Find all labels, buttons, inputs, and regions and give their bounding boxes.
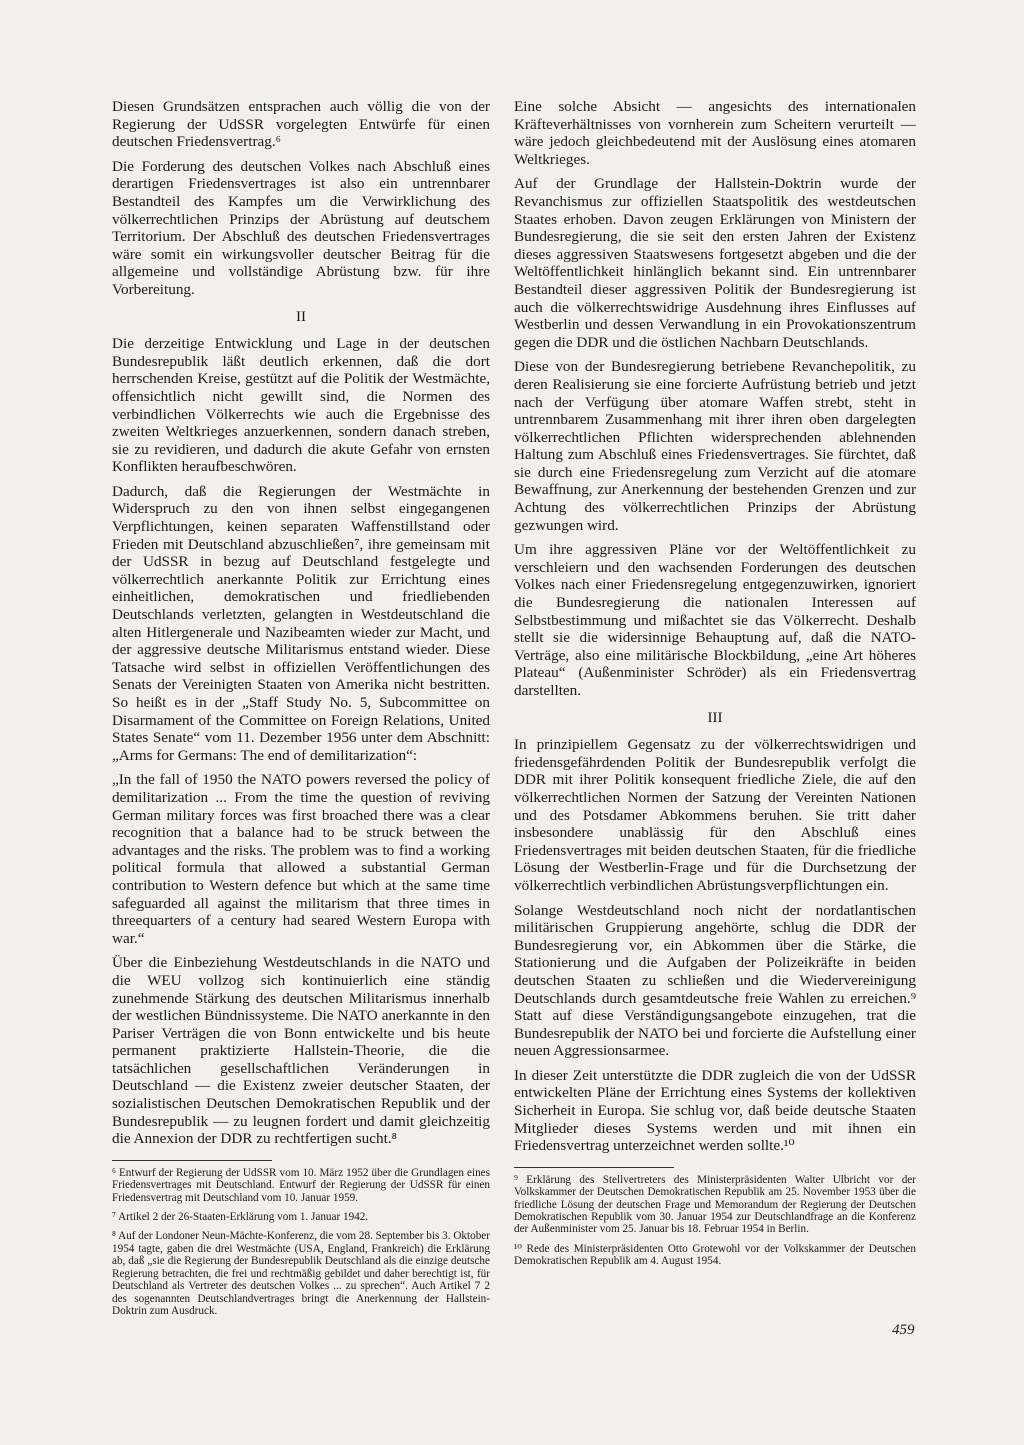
paragraph: Dadurch, daß die Regierungen der Westmächte in Widerspruch zu den von ihnen selbst eingegangenen Verpflichtungen, keinen separaten Waffenstillstand oder Frieden mit Deutschland abzuschließen⁷, ihre gemeinsam mit der UdSSR in bezug auf Deutschland festgelegte und völkerrechtlich anerkannte Politik zur Errichtung eines einheitlichen, demokratischen und friedliebenden Deutschlands verletzten, gelangten in Westdeutschland die alten Hitlergenerale und Nazibeamten wieder zur Macht, und der aggressive deutsche Militarismus entstand wieder. Diese Tatsache wird selbst in offiziellen Veröffentlichungen des Senats der Vereinigten Staaten von Amerika nicht bestritten. So heißt es in der „Staff Study No. 5, Subcommittee on Disarmament of the Committee on Foreign Relations, United States Senate“ vom 11. Dezember 1956 unter dem Abschnitt: „Arms for Germans: The end of demilitarization“: [112, 482, 490, 764]
paragraph: In dieser Zeit unterstützte die DDR zugleich die von der UdSSR entwickelten Pläne der Errichtung eines Systems der kollektiven Sicherheit in Europa. Sie schlug vor, daß beide deutsche Staaten Mitglieder dieses Systems werden und mit ihnen ein Friedensvertrag unterzeichnet werden sollte.¹⁰ [514, 1066, 916, 1155]
footnote-divider [112, 1160, 272, 1161]
footnote: ⁹ Erklärung des Stellvertreters des Ministerpräsidenten Walter Ulbricht vor der Volkskammer der Deutschen Demokratischen Republik am 25. November 1953 über die friedliche Lösung der deutschen Frage und Memorandum der Regierung der Deutschen Demokratischen Republik vom 30. Januar 1954 zur Deutschlandfrage an die Konferenz der Außenminister vom 25. Januar bis 18. Februar 1954 in Berlin. [514, 1173, 916, 1236]
section-heading: II [296, 308, 306, 325]
left-column [112, 98, 490, 1324]
paragraph: Diesen Grundsätzen entsprachen auch völlig die von der Regierung der UdSSR vorgelegten Entwürfe für einen deutschen Friedensvertrag.⁶ [112, 98, 490, 151]
footnote: ¹⁰ Rede des Ministerpräsidenten Otto Grotewohl vor der Volkskammer der Deutschen Demokratischen Republik am 4. August 1954. [514, 1242, 916, 1268]
footnote-divider [514, 1167, 674, 1168]
paragraph: Die derzeitige Entwicklung und Lage in der deutschen Bundesrepublik läßt deutlich erkennen, daß die dort herrschenden Kreise, gestützt auf die Politik der Westmächte, offensichtlich nicht gewillt sind, die Normen des verbindlichen Völkerrechts wie auch die Ergebnisse des zweiten Weltkrieges anzuerkennen, sondern danach streben, sie zu revidieren, und dadurch die akute Gefahr von ernsten Konflikten heraufbeschwören. [112, 335, 490, 476]
paragraph: Über die Einbeziehung Westdeutschlands in die NATO und die WEU vollzog sich kontinuierlich eine ständig zunehmende Stärkung des deutschen Militarismus innerhalb der westlichen Bündnissysteme. Die NATO anerkannte in den Pariser Verträgen die von Bonn entwickelte und bis heute permanent praktizierte Hallstein-Theorie, die die tatsächlichen gesellschaftlichen Veränderungen in Deutschland — die Existenz zweier deutscher Staaten, der sozialistischen Deutschen Demokratischen Republik und der Bundesrepublik — zu leugnen fordert und damit gleichzeitig die Annexion der DDR zu rechtfertigen sucht.⁸ [112, 954, 490, 1148]
paragraph: In prinzipiellem Gegensatz zu der völkerrechtswidrigen und friedensgefährdenden Politik der Bundesrepublik verfolgt die DDR mit ihrer Politik konsequent friedliche Ziele, die auf den völkerrechtlichen Normen der Satzung der Vereinten Nationen und des Potsdamer Abkommens beruhen. Sie tritt daher insbesondere unablässig für den Abschluß eines Friedensvertrages mit beiden deutschen Staaten, für die friedliche Lösung der Westberlin-Frage und für die Durchsetzung der völkerrechtlich verbindlichen Abrüstungsverpflichtungen ein. [514, 736, 916, 894]
footnote: ⁶ Entwurf der Regierung der UdSSR vom 10. März 1952 über die Grundlagen eines Friedensvertrages mit Deutschland. Entwurf der Regierung der UdSSR für einen Friedensvertrag mit Deutschland vom 10. Januar 1959. [112, 1166, 490, 1204]
paragraph: Um ihre aggressiven Pläne vor der Weltöffentlichkeit zu verschleiern und den wachsenden Forderungen des deutschen Volkes nach einer Friedensregelung entgegenzuwirken, ignoriert die Bundesregierung die nationalen Interessen auf Selbstbestimmung und mißachtet sie das Völkerrecht. Deshalb stellt sie die widersinnige Behauptung auf, daß die NATO-Verträge, also eine militärische Blockbildung, „eine Art höheres Plateau“ (Außenminister Schröder) als ein Friedensvertrag darstellten. [514, 541, 916, 699]
footnote: ⁸ Auf der Londoner Neun-Mächte-Konferenz, die vom 28. September bis 3. Oktober 1954 tagte, gaben die drei Westmächte (USA, England, Frankreich) die Erklärung ab, daß „sie die Regierung der Bundesrepublik Deutschland als die einzige deutsche Regierung betrachten, die frei und rechtmäßig gebildet und daher berechtigt ist, für Deutschland als Vertreter des deutschen Volkes ... zu sprechen“. Auch Artikel 7 2 des sogenannten Deutschlandvertrages bringt die Anerkennung der Hallstein-Doktrin zum Ausdruck. [112, 1230, 490, 1317]
paragraph: Eine solche Absicht — angesichts des internationalen Kräfteverhältnisses von vornherein zum Scheitern verurteilt — wäre jedoch gleichbedeutend mit der Auslösung eines atomaren Weltkrieges. [514, 98, 916, 168]
footnote: ⁷ Artikel 2 der 26-Staaten-Erklärung vom 1. Januar 1942. [112, 1211, 369, 1224]
paragraph: Diese von der Bundesregierung betriebene Revanchepolitik, zu deren Realisierung sie eine forcierte Aufrüstung betrieb und jetzt nach der Verfügung über atomare Waffen strebt, steht in untrennbarem Zusammenhang mit ihrer ihren oben dargelegten völkerrechtlichen Pflichten widersprechenden ablehnenden Haltung zum Abschluß eines Friedensvertrages. Sie fürchtet, daß sie durch eine Friedensregelung zum Verzicht auf die atomare Bewaffnung, zur Anerkennung der bestehenden Grenzen und zur Achtung des völkerrechtlichen Prinzips der Abrüstung gezwungen wird. [514, 358, 916, 534]
paragraph: Solange Westdeutschland noch nicht der nordatlantischen militärischen Gruppierung angehörte, schlug die DDR der Bundesregierung vor, ein Abkommen über die Stärke, die Stationierung und die Aufgaben der Polizeikräfte in beiden deutschen Staaten zu schließen und die Wiedervereinigung Deutschlands durch gesamtdeutsche freie Wahlen zu erreichen.⁹ Statt auf diese Verständigungsangebote einzugehen, trat die Bundesrepublik der NATO bei und forcierte die Aufstellung einer neuen Aggressionsarmee. [514, 901, 916, 1060]
section-heading: III [707, 709, 723, 726]
right-column [514, 98, 916, 1275]
block-quote: „In the fall of 1950 the NATO powers reversed the policy of demilitarization ... From the time the question of reviving German military forces was first broached there was a clear recognition that a balance had to be struck between the advantages and the risks. The problem was to find a working political formula that allowed a substantial German contribution to Western defence but which at the same time safeguarded all against the militarism that three times in threequarters of a century had seared Western Europa with war.“ [112, 771, 490, 947]
paragraph: Die Forderung des deutschen Volkes nach Abschluß eines derartigen Friedensvertrages ist also ein untrennbarer Bestandteil des Kampfes um die Verwirklichung des völkerrechtlichen Prinzips der Abrüstung auf deutschem Territorium. Der Abschluß des deutschen Friedensvertrages wäre somit ein wirkungsvoller deutscher Beitrag für die allgemeine und vollständige Abrüstung bzw. für ihre Vorbereitung. [112, 157, 490, 298]
page-number: 459 [892, 1322, 915, 1338]
paragraph: Auf der Grundlage der Hallstein-Doktrin wurde der Revanchismus zur offiziellen Staatspolitik des westdeutschen Staates erhoben. Davon zeugen Erklärungen von Ministern der Bundesregierung, die sie seit den ersten Jahren der Existenz dieses aggressiven Staatswesens fortgesetzt abgeben und die der Weltöffentlichkeit hinlänglich bekannt sind. Ein untrennbarer Bestandteil dieser aggressiven Politik der Bundesregierung ist auch die völkerrechtswidrige Ausdehnung ihres Einflusses auf Westberlin und dessen Verwandlung in ein Provokationszentrum gegen die DDR und die östlichen Nachbarn Deutschlands. [514, 175, 916, 351]
